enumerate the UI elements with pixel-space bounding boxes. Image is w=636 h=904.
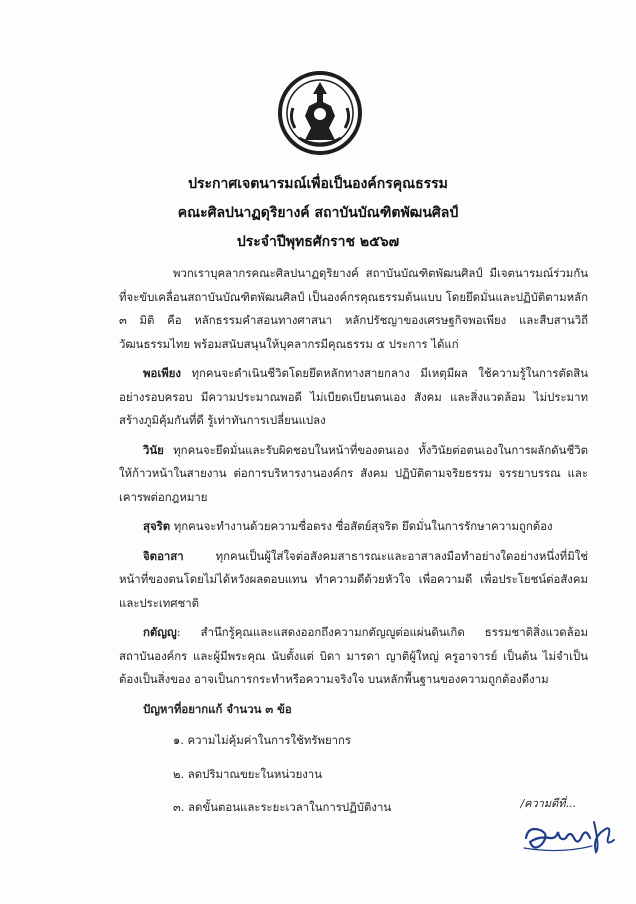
signature-icon <box>520 808 620 858</box>
problem-item: ๓. ลดขั้นตอนและระยะเวลาในการปฏิบัติงาน <box>173 800 392 814</box>
problem-item: ๒. ลดปริมาณขยะในหน่วยงาน <box>173 766 322 781</box>
virtue-paragraph <box>119 545 588 616</box>
virtue-text: ทุกคนจะยึดมั่นและรับผิดชอบในหน้าที่ของตนเอง ทั้งวินัยต่อตนเองในการผลักดันชีวิตให้ก้าวหน้าในสายงาน ต่อการบริหารงานองค์กร สังคม ปฏิบัติตามจริยธรรม จรรยาบรรณ และเคารพต่อกฎหมาย <box>119 442 588 504</box>
continued-marker: /ความดีที่... <box>520 797 576 810</box>
institution-seal-icon <box>275 68 365 158</box>
intro-text: พวกเราบุคลากรคณะศิลปนาฏดุริยางค์ สถาบันบัณฑิตพัฒนศิลป์ มีเจตนารมณ์ร่วมกันที่จะขับเคลื่อนสถาบันบัณฑิตพัฒนศิลป์ เป็นองค์กรคุณธรรมต้นแบบ โดยยึดมั่นและปฏิบัติตามหลัก ๓ มิติ คือ หลักธรรมคำสอนทางศาสนา หลักปรัชญาของเศรษฐกิจพอเพียง และสืบสานวิถีวัฒนธรรมไทย พร้อมสนับสนุนให้บุคลากรมีคุณธรรม ๕ ประการ ได้แก่ <box>119 266 588 351</box>
virtue-term: กตัญญู <box>143 625 177 639</box>
intro-paragraph <box>119 262 588 356</box>
virtue-text: ทุกคนจะทำงานด้วยความซื่อตรง ซื่อสัตย์สุจริต ยึดมั่นในการรักษาความถูกต้อง <box>170 519 553 533</box>
virtue-term: วินัย <box>143 442 164 457</box>
virtue-text: : สำนึกรู้คุณและแสดงออกถึงความกตัญญูต่อแผ่นดินเกิด ธรรมชาติสิ่งแวดล้อม สถาบันองค์กร และผู้มีพระคุณ นับตั้งแต่ บิดา มารดา ญาติผู้ใหญ่ ครูอาจารย์ เป็นต้น ไม่จำเป็นต้องเป็นสิ่งของ อาจเป็นการกระทำหรือความจริงใจ บนหลักพื้นฐานของความถูกต้องดีงาม <box>119 625 588 686</box>
virtue-term: สุจริต <box>143 519 171 533</box>
title-line-3: ประจำปีพุทธศักราช ๒๕๖๗ <box>236 234 400 250</box>
problem-item: ๑. ความไม่คุ้มค่าในการใช้ทรัพยากร <box>173 733 352 747</box>
virtue-paragraph <box>119 515 588 539</box>
title-line-2: คณะศิลปนาฏดุริยางค์ สถาบันบัณฑิตพัฒนศิลป์ <box>177 205 459 221</box>
announcement-title <box>60 170 576 257</box>
virtue-term: จิตอาสา <box>143 548 184 563</box>
virtue-paragraph <box>119 362 588 433</box>
announcement-body <box>119 262 588 830</box>
title-line-1: ประกาศเจตนารมณ์เพื่อเป็นองค์กรคุณธรรม <box>188 176 448 192</box>
virtue-paragraph <box>119 439 588 510</box>
virtue-text: ทุกคนเป็นผู้ใส่ใจต่อสังคมสาธารณะและอาสาลงมือทำอย่างใดอย่างหนึ่งที่มิใช่หน้าที่ของตนโดยไม่ได้หวังผลตอบแทน ทำความดีด้วยหัวใจ เพื่อความดี เพื่อประโยชน์ต่อสังคม และประเทศชาติ <box>119 548 588 610</box>
virtue-term: พอเพียง <box>143 366 181 380</box>
virtue-paragraph <box>119 621 588 692</box>
problems-heading: ปัญหาที่อยากแก้ จำนวน ๓ ข้อ <box>143 701 292 716</box>
virtue-text: ทุกคนจะดำเนินชีวิตโดยยึดหลักทางสายกลาง มีเหตุมีผล ใช้ความรู้ในการตัดสินอย่างรอบครอบ มีความประมาณพอดี ไม่เบียดเบียนตนเอง สังคม และสิ่งแวดล้อม ไม่ประมาท สร้างภูมิคุ้มกันที่ดี รู้เท่าทันการเปลี่ยนแปลง <box>119 366 588 427</box>
